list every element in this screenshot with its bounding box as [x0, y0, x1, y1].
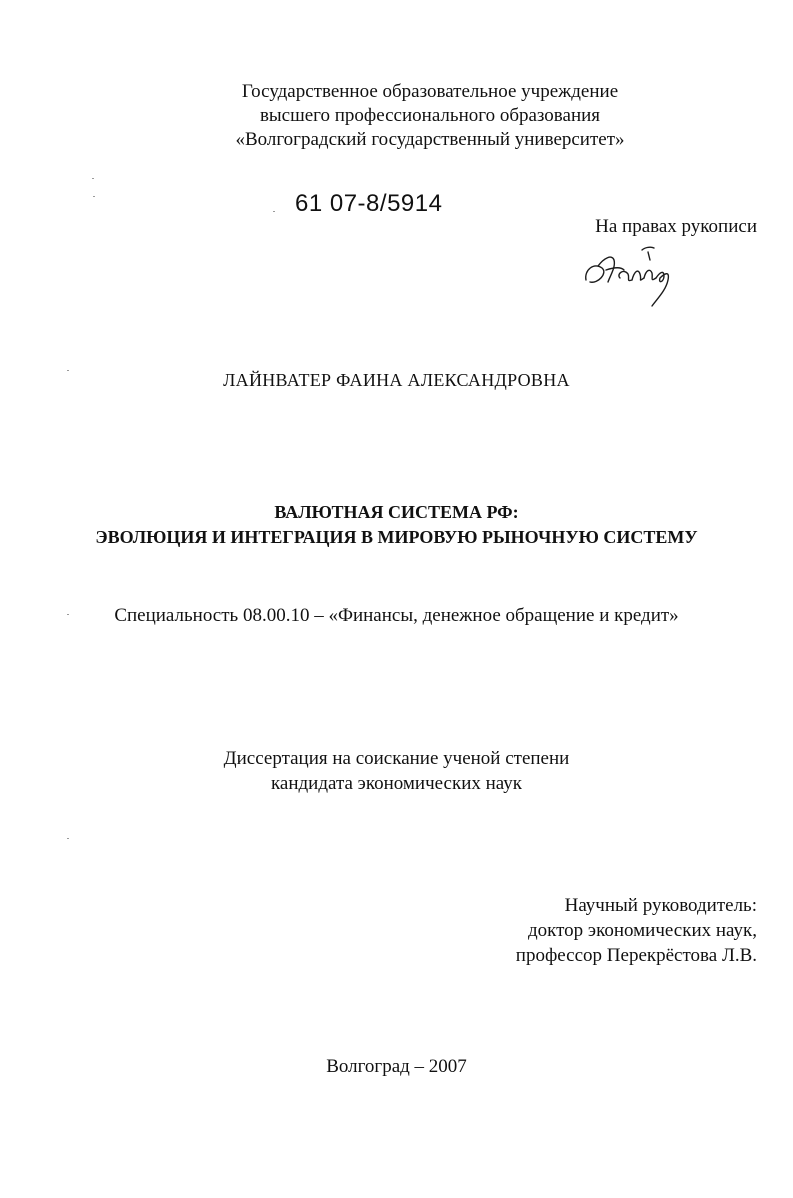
institution-line-2: высшего профессионального образования [259, 105, 601, 126]
handwritten-signature-icon [580, 240, 690, 310]
supervisor-line-3: профессор Перекрёстова Л.В. [515, 945, 757, 966]
archive-number: 61 07-8/5914 [295, 190, 443, 217]
scan-speck [67, 838, 69, 839]
institution-line-1: Государственное образовательное учреждение [241, 81, 619, 102]
thesis-title-line-2: ЭВОЛЮЦИЯ И ИНТЕГРАЦИЯ В МИРОВУЮ РЫНОЧНУЮ СИСТЕМУ [95, 527, 698, 547]
manuscript-rights-note: На правах рукописи [595, 216, 757, 237]
scan-speck [273, 211, 275, 212]
thesis-title-line-1: ВАЛЮТНАЯ СИСТЕМА РФ: [274, 502, 519, 522]
scan-speck [92, 178, 94, 179]
degree-statement [0, 746, 793, 796]
degree-line-2: кандидата экономических наук [270, 773, 523, 794]
scan-speck [93, 196, 95, 197]
supervisor-block [516, 893, 757, 968]
supervisor-line-2: доктор экономических наук, [527, 920, 757, 941]
author-name: ЛАЙНВАТЕР ФАИНА АЛЕКСАНДРОВНА [223, 370, 570, 390]
institution-line-3: «Волгоградский государственный университет» [235, 129, 625, 150]
scan-speck [67, 614, 69, 615]
institution-header [150, 80, 710, 152]
city-year: Волгоград – 2007 [326, 1056, 467, 1077]
specialty-line: Специальность 08.00.10 – «Финансы, денежное обращение и кредит» [114, 605, 679, 626]
thesis-title [0, 500, 793, 550]
degree-line-1: Диссертация на соискание ученой степени [223, 748, 570, 769]
scan-speck [67, 370, 69, 371]
supervisor-line-1: Научный руководитель: [564, 895, 757, 916]
